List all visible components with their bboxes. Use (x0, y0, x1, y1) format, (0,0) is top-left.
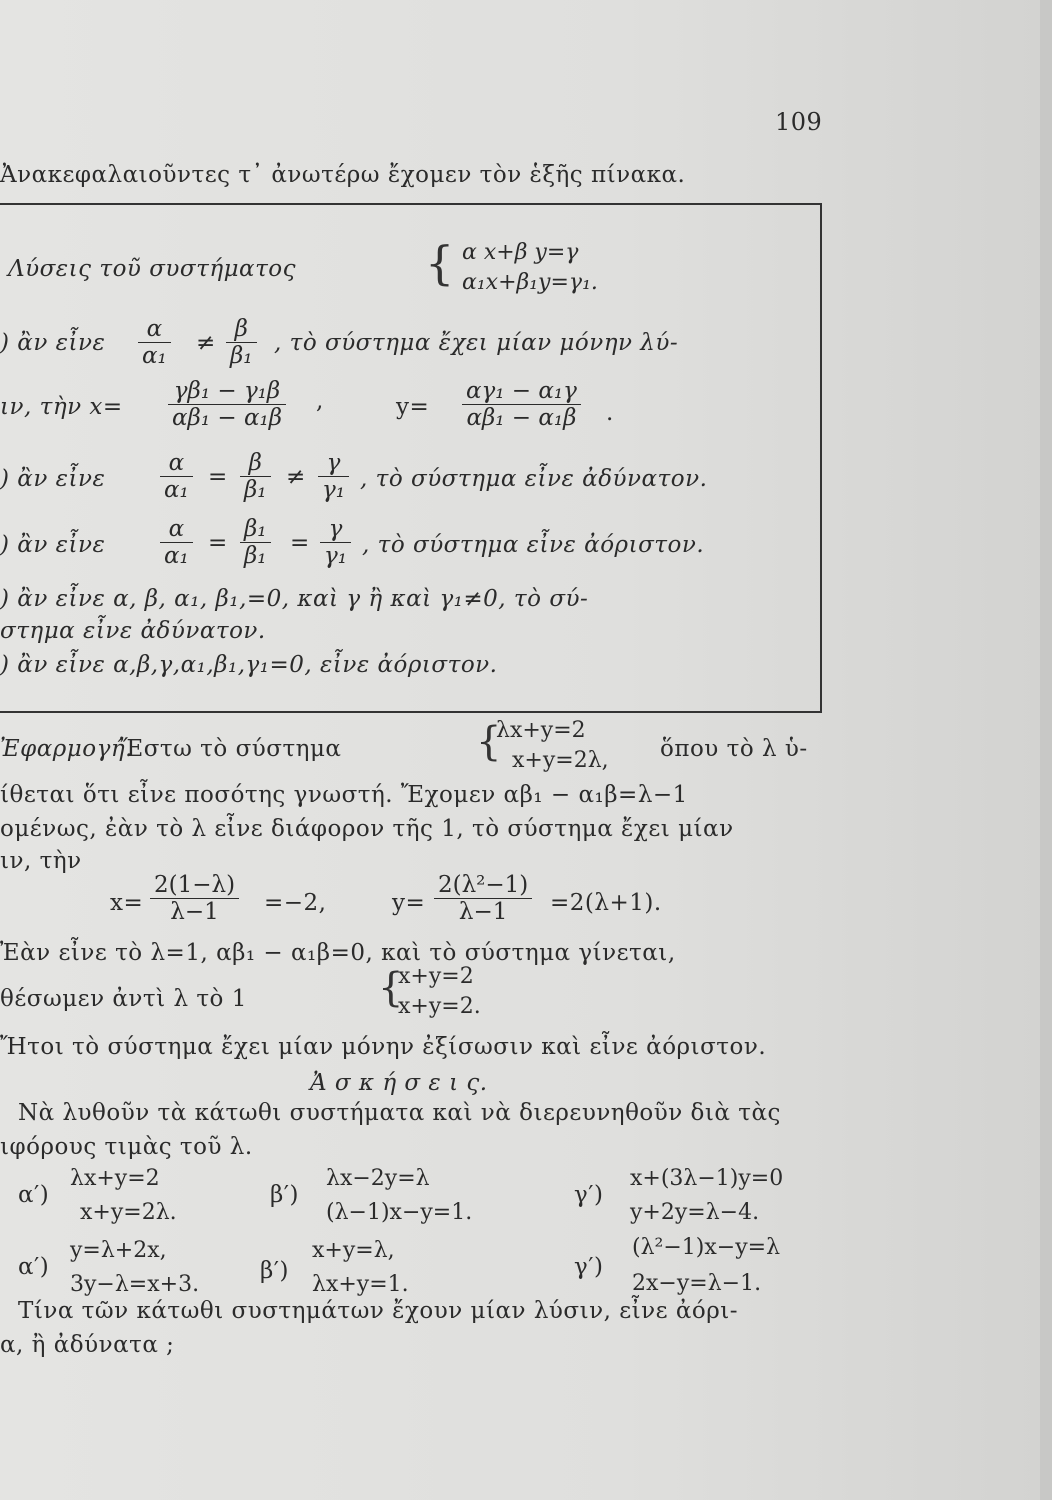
denominator: αβ₁ − α₁β (462, 404, 581, 431)
application-text: Ἔστω τὸ σύστημα (120, 736, 342, 762)
case4-line2: στημα εἶνε ἀδύνατον. (0, 618, 266, 644)
application-y-label: y= (392, 890, 426, 916)
exercises-intro-line1: Νὰ λυθοῦν τὰ κάτωθι συστήματα καὶ νὰ διερευνηθοῦν διὰ τὰς (18, 1100, 781, 1126)
table-heading: Λύσεις τοῦ συστήματος (8, 256, 297, 282)
application-line3: ιν, τὴν (0, 848, 82, 874)
ex3-eq2: y+2y=λ−4. (630, 1200, 760, 1225)
ex6-label: γ′) (574, 1254, 604, 1280)
ex3-eq1: x+(3λ−1)y=0 (630, 1166, 784, 1191)
application-conclusion: Ἤτοι τὸ σύστημα ἔχει μίαν μόνην ἐξίσωσιν καὶ εἶνε ἀόριστον. (0, 1034, 767, 1060)
case1-line2: ιν, τὴν x= (0, 394, 123, 420)
case3-tail: , τὸ σύστημα εἶνε ἀόριστον. (362, 532, 705, 558)
denominator: β₁ (240, 476, 271, 503)
application-frac-x (150, 872, 239, 925)
ex5-system (312, 1234, 409, 1302)
exercises-title: Ἀ σ κ ή σ ε ι ς. (310, 1070, 488, 1096)
case3-op1: = (208, 530, 228, 556)
application-system2 (398, 962, 481, 1022)
numerator: γ (326, 450, 341, 476)
case1-frac-x (168, 378, 286, 431)
case3-frac-alpha (160, 516, 193, 569)
table-system-eq2: α₁x+β₁y=γ₁. (462, 270, 598, 295)
numerator: β (234, 316, 248, 342)
denominator: α₁ (160, 476, 193, 503)
denominator: α₁ (138, 342, 171, 369)
numerator: α (168, 450, 185, 476)
intro-line: Ἀνακεφαλαιοῦντες τ᾽ ἀνωτέρω ἔχομεν τὸν ἑξῆς πίνακα. (0, 162, 686, 188)
ex6-eq2: 2x−y=λ−1. (632, 1271, 762, 1296)
numerator: α (146, 316, 163, 342)
table-system-eq1: α x+β y=γ (462, 240, 579, 265)
case2-op2: ≠ (286, 464, 306, 490)
numerator: 2(1−λ) (154, 872, 236, 898)
case1-op: ≠ (196, 330, 216, 356)
case1-label: ) ἂν εἶνε (0, 330, 106, 356)
ex4-label: α′) (18, 1254, 50, 1280)
case1-frac-y (462, 378, 581, 431)
exercises-intro-line2: ιφόρους τιμὰς τοῦ λ. (0, 1134, 253, 1160)
ex2-eq2: (λ−1)x−y=1. (326, 1200, 473, 1225)
numerator: α (168, 516, 185, 542)
ex5-label: β′) (260, 1258, 289, 1284)
case1-frac-alpha (138, 316, 171, 369)
application-system-eq1: λx+y=2 (496, 718, 586, 743)
denominator: β₁ (226, 342, 257, 369)
case1-end: . (606, 400, 614, 426)
page-edge (1040, 0, 1052, 1500)
numerator: αγ₁ − α₁γ (466, 378, 577, 404)
application-system-eq2: x+y=2λ, (512, 748, 609, 773)
ex4-eq2: 3y−λ=x+3. (70, 1272, 200, 1297)
application-line1: ίθεται ὅτι εἶνε ποσότης γνωστή. Ἔχομεν αβ₁ − α₁β=λ−1 (0, 782, 688, 808)
ex4-eq1: y=λ+2x, (70, 1238, 167, 1263)
numerator: 2(λ²−1) (438, 872, 529, 898)
numerator: γβ₁ − γ₁β (173, 378, 281, 404)
ex4-system (70, 1234, 199, 1302)
application-after: ὅπου τὸ λ ὑ- (660, 736, 808, 762)
ex5-eq1: x+y=λ, (312, 1238, 395, 1263)
case2-frac-beta (240, 450, 271, 503)
application-system (496, 716, 609, 776)
denominator: β₁ (240, 542, 271, 569)
application-x-result: =−2, (264, 890, 327, 916)
case3-label: ) ἂν εἶνε (0, 532, 106, 558)
application-substitute: θέσωμεν ἀντὶ λ τὸ 1 (0, 986, 247, 1012)
ex1-label: α′) (18, 1182, 50, 1208)
denominator: α₁ (160, 542, 193, 569)
case2-frac-alpha (160, 450, 193, 503)
application-brace: { (476, 719, 502, 765)
application-system2-eq1: x+y=2 (398, 964, 474, 989)
ex1-eq1: λx+y=2 (70, 1166, 160, 1191)
ex2-eq1: λx−2y=λ (326, 1166, 430, 1191)
ex1-eq2: x+y=2λ. (80, 1200, 177, 1225)
ex5-eq2: λx+y=1. (312, 1272, 409, 1297)
case3-op2: = (290, 530, 310, 556)
ex2-label: β′) (270, 1182, 299, 1208)
application-line2: ομένως, ἐὰν τὸ λ εἶνε διάφορον τῆς 1, τὸ σύστημα ἔχει μίαν (0, 816, 734, 842)
table-system (462, 238, 598, 298)
denominator: λ−1 (434, 898, 532, 925)
ex1-system (70, 1162, 177, 1230)
final-line2: α, ἢ ἀδύνατα ; (0, 1332, 175, 1358)
ex3-system (630, 1162, 783, 1230)
ex6-system (632, 1230, 780, 1302)
case2-tail: , τὸ σύστημα εἶνε ἀδύνατον. (360, 466, 708, 492)
final-line1: Τίνα τῶν κάτωθι συστημάτων ἔχουν μίαν λύσιν, εἶνε ἀόρι- (18, 1298, 739, 1324)
application-x-label: x= (110, 890, 144, 916)
case2-frac-gamma (318, 450, 349, 503)
application-frac-y (434, 872, 532, 925)
case1-y-label: y= (396, 394, 430, 420)
denominator: λ−1 (150, 898, 239, 925)
application-label: Ἐφαρμογή. (0, 736, 133, 762)
denominator: αβ₁ − α₁β (168, 404, 286, 431)
page-number: 109 (775, 108, 823, 136)
application-brace2: { (378, 965, 404, 1011)
case3-frac-gamma (320, 516, 351, 569)
ex2-system (326, 1162, 472, 1230)
case4-line1: ) ἂν εἶνε α, β, α₁, β₁,=0, καὶ γ ἢ καὶ γ₁≠0, τὸ σύ- (0, 586, 589, 612)
ex3-label: γ′) (574, 1182, 604, 1208)
application-lambda-one: Ἐὰν εἶνε τὸ λ=1, αβ₁ − α₁β=0, καὶ τὸ σύστημα γίνεται, (0, 940, 676, 966)
case3-frac-beta (240, 516, 271, 569)
application-system2-eq2: x+y=2. (398, 994, 481, 1019)
ex6-eq1: (λ²−1)x−y=λ (632, 1235, 781, 1260)
denominator: γ₁ (318, 476, 349, 503)
case5-line: ) ἂν εἶνε α,β,γ,α₁,β₁,γ₁=0, εἶνε ἀόριστον. (0, 652, 498, 678)
case1-tail: , τὸ σύστημα ἔχει μίαν μόνην λύ- (274, 330, 679, 356)
numerator: β (248, 450, 262, 476)
case2-op1: = (208, 464, 228, 490)
case2-label: ) ἂν εἶνε (0, 466, 106, 492)
application-y-result: =2(λ+1). (550, 890, 662, 916)
case1-frac-beta (226, 316, 257, 369)
numerator: γ (328, 516, 343, 542)
system-brace: { (425, 236, 455, 290)
numerator: β₁ (244, 516, 267, 542)
denominator: γ₁ (320, 542, 351, 569)
case1-comma: , (316, 388, 324, 414)
